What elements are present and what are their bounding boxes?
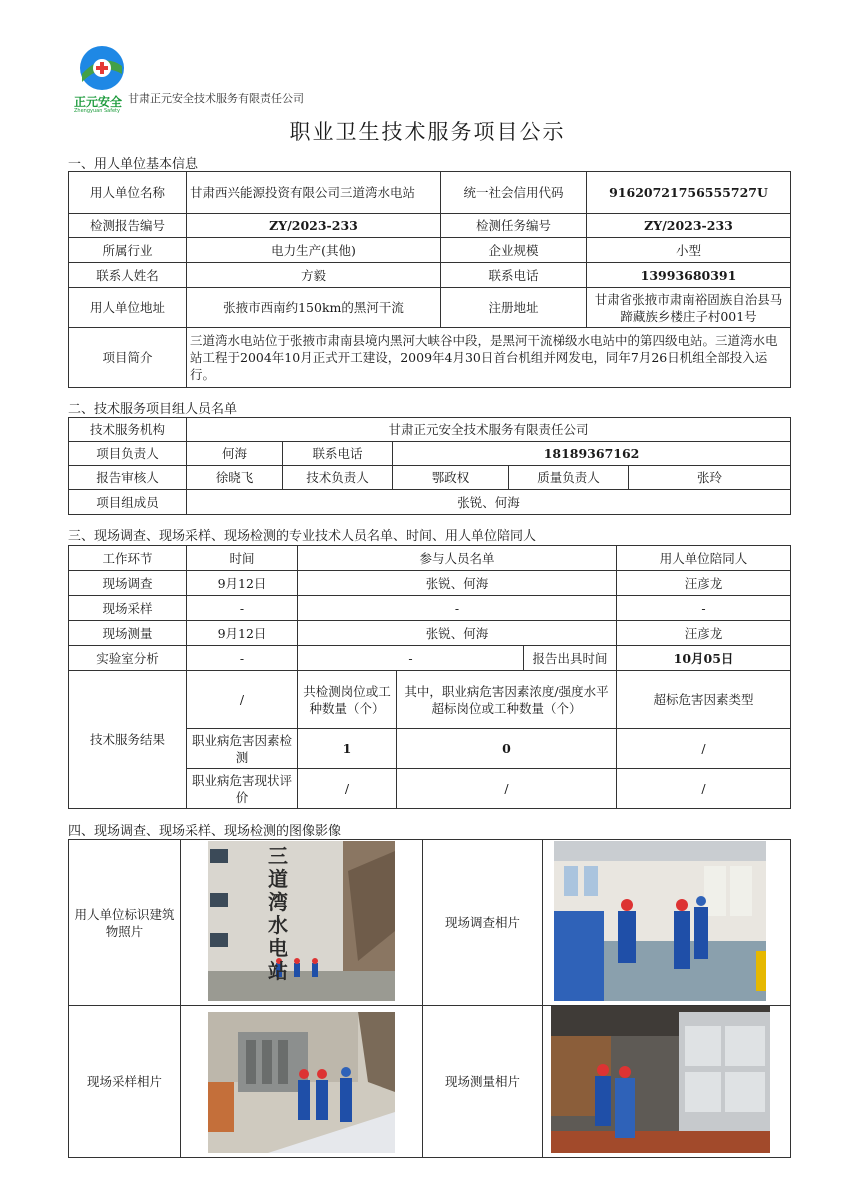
phone-label: 联系电话 [441,263,587,288]
result-row2-exceed: / [397,769,617,809]
quality-lead-label: 质量负责人 [509,466,629,490]
table-row-escort: - [617,596,791,621]
label-sampling: 现场采样相片 [69,1006,181,1158]
section4-heading: 四、现场调查、现场采样、现场检测的图像影像 [68,824,342,839]
reg-address-label: 注册地址 [441,288,587,328]
quality-lead: 张玲 [629,466,791,490]
report-no: ZY/2023-233 [187,214,441,238]
measurement-photo [551,1006,770,1153]
page-title: 职业卫生技术服务项目公示 [289,120,566,144]
report-date-label: 报告出具时间 [524,646,617,671]
result-row2-type: / [617,769,791,809]
result-row1-count: 1 [298,729,397,769]
table-row-escort: 汪彦龙 [617,571,791,596]
report-date: 10月05日 [617,646,791,671]
scale-label: 企业规模 [441,238,587,263]
result-head-exceed: 其中，职业病危害因素浓度/强度水平超标岗位或工种数量（个） [397,671,617,729]
table-row-time: 9月12日 [187,621,298,646]
team-phone: 18189367162 [393,442,791,466]
result-head-slash: / [187,671,298,729]
section3-heading: 三、现场调查、现场采样、现场检测的专业技术人员名单、时间、用人单位陪同人 [68,529,537,544]
task-no: ZY/2023-233 [587,214,791,238]
org-label: 技术服务机构 [69,418,187,442]
table-row-people: - [298,596,617,621]
result-head-type: 超标危害因素类型 [617,671,791,729]
table-row-people: 张锐、何海 [298,621,617,646]
contact-label: 联系人姓名 [69,263,187,288]
table-row-time: - [187,596,298,621]
company-name: 甘肃正元安全技术服务有限责任公司 [128,92,304,105]
lab-label: 实验室分析 [69,646,187,671]
credit-code: 91620721756555727U [587,172,791,214]
fieldwork-table [68,545,791,809]
result-row2-count: / [298,769,397,809]
col-stage: 工作环节 [69,546,187,571]
result-row1-type: / [617,729,791,769]
address-label: 用人单位地址 [69,288,187,328]
result-head-count: 共检测岗位或工种数量（个） [298,671,397,729]
unit-name-label: 用人单位名称 [69,172,187,214]
survey-photo [554,841,766,1001]
table-row-stage: 现场采样 [69,596,187,621]
unit-name: 甘肃西兴能源投资有限公司三道湾水电站 [187,172,441,214]
label-building: 用人单位标识建筑物照片 [69,840,181,1006]
contact: 方毅 [187,263,441,288]
team-phone-label: 联系电话 [283,442,393,466]
section2-heading: 二、技术服务项目组人员名单 [68,402,238,417]
tech-lead-label: 技术负责人 [283,466,393,490]
reviewer-label: 报告审核人 [69,466,187,490]
leader-label: 项目负责人 [69,442,187,466]
col-people: 参与人员名单 [298,546,617,571]
credit-code-label: 统一社会信用代码 [441,172,587,214]
result-row1-exceed: 0 [397,729,617,769]
address: 张掖市西南约150km的黑河干流 [187,288,441,328]
table-row-stage: 现场测量 [69,621,187,646]
industry-label: 所属行业 [69,238,187,263]
intro: 三道湾水电站位于张掖市肃南县境内黑河大峡谷中段，是黑河干流梯级水电站中的第四级电站。三道湾水电站工程于2004年10月正式开工建设，2009年4月30日首台机组并网发电，同年7月26日机组全部投入运行。 [187,328,791,388]
logo-text: 正元安全 [74,95,123,109]
report-no-label: 检测报告编号 [69,214,187,238]
building-sign-text: 三道湾水电站 [268,844,288,983]
scale: 小型 [587,238,791,263]
lab-people: - [298,646,524,671]
org: 甘肃正元安全技术服务有限责任公司 [187,418,791,442]
members: 张锐、何海 [187,490,791,515]
table-row-stage: 现场调查 [69,571,187,596]
table-row-time: 9月12日 [187,571,298,596]
result-row1-label: 职业病危害因素检测 [187,729,298,769]
intro-label: 项目简介 [69,328,187,388]
building-photo [208,841,395,1001]
label-measure: 现场测量相片 [423,1006,543,1158]
phone: 13993680391 [587,263,791,288]
sampling-photo [208,1012,395,1153]
reviewer: 徐晓飞 [187,466,283,490]
company-logo-icon [78,44,126,92]
basic-info-table [68,171,791,388]
industry: 电力生产(其他) [187,238,441,263]
col-time: 时间 [187,546,298,571]
members-label: 项目组成员 [69,490,187,515]
result-row2-label: 职业病危害现状评价 [187,769,298,809]
col-escort: 用人单位陪同人 [617,546,791,571]
tech-lead: 鄂政权 [393,466,509,490]
reg-address: 甘肃省张掖市肃南裕固族自治县马蹄藏族乡楼庄子村001号 [587,288,791,328]
section1-heading: 一、用人单位基本信息 [68,157,199,172]
table-row-escort: 汪彦龙 [617,621,791,646]
task-no-label: 检测任务编号 [441,214,587,238]
logo-subtext: Zhengyuan Safety [74,108,120,114]
lab-time: - [187,646,298,671]
table-row-people: 张锐、何海 [298,571,617,596]
result-label: 技术服务结果 [69,671,187,809]
team-table [68,417,791,515]
label-survey: 现场调查相片 [423,840,543,1006]
leader: 何海 [187,442,283,466]
